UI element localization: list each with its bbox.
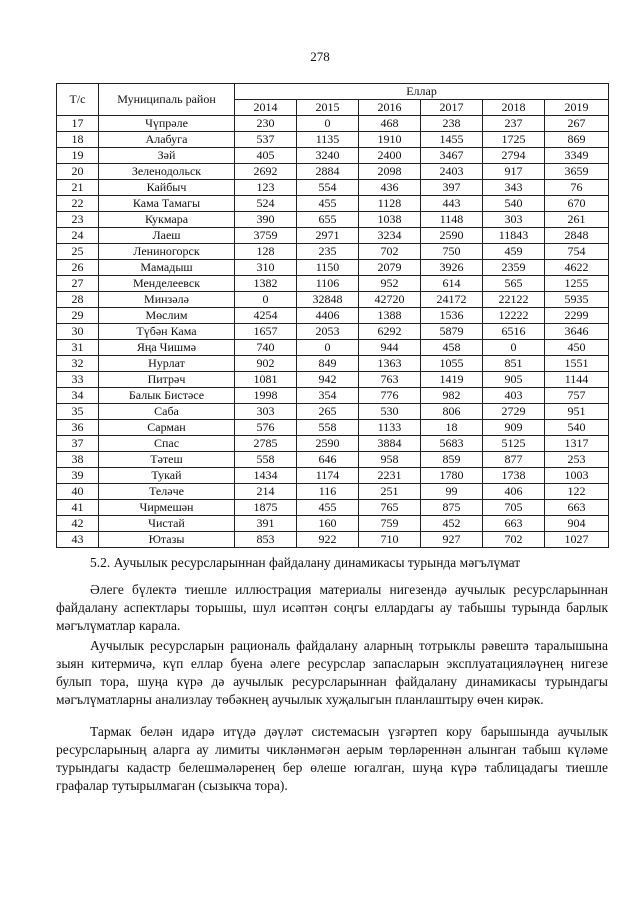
value-cell: 1135: [297, 132, 359, 148]
value-cell: 1551: [545, 356, 609, 372]
row-number-cell: 26: [57, 260, 99, 276]
value-cell: 251: [359, 484, 421, 500]
table-row: [57, 308, 609, 324]
value-cell: 3234: [359, 228, 421, 244]
row-number-cell: 35: [57, 404, 99, 420]
table-row: [57, 404, 609, 420]
value-cell: 214: [235, 484, 297, 500]
value-cell: 1317: [545, 436, 609, 452]
value-cell: 2692: [235, 164, 297, 180]
table-row: [57, 116, 609, 132]
value-cell: 160: [297, 516, 359, 532]
district-name-cell: Тәтеш: [99, 452, 235, 468]
value-cell: 0: [297, 340, 359, 356]
value-cell: 403: [483, 388, 545, 404]
value-cell: 851: [483, 356, 545, 372]
value-cell: 1363: [359, 356, 421, 372]
value-cell: 663: [483, 516, 545, 532]
district-name-cell: Ютазы: [99, 532, 235, 548]
district-name-cell: Теләче: [99, 484, 235, 500]
row-number-cell: 32: [57, 356, 99, 372]
district-name-cell: Яңа Чишмә: [99, 340, 235, 356]
table-row: [57, 132, 609, 148]
value-cell: 875: [421, 500, 483, 516]
value-cell: 261: [545, 212, 609, 228]
value-cell: 2359: [483, 260, 545, 276]
value-cell: 1738: [483, 468, 545, 484]
row-number-cell: 43: [57, 532, 99, 548]
value-cell: 2884: [297, 164, 359, 180]
value-cell: 2299: [545, 308, 609, 324]
district-name-cell: Тукай: [99, 468, 235, 484]
value-cell: 554: [297, 180, 359, 196]
value-cell: 849: [297, 356, 359, 372]
value-cell: 1382: [235, 276, 297, 292]
value-cell: 2794: [483, 148, 545, 164]
district-name-cell: Алабуга: [99, 132, 235, 148]
value-cell: 235: [297, 244, 359, 260]
value-cell: 1144: [545, 372, 609, 388]
paragraph-2: Аучылык ресурсларын рациональ файдалану аларның тотрыклы рәвештә таралышына зыян китермичә, күп еллар буена әлеге ресурслар запасларын эксплуатацияләүнең нигезе булып тора, шуңа күрә дә аучылык ресурсларыннан файдалану динамикасы турындагы мәгълүматларны анализлау төбәкнең аучылык хуҗалыгын планлаштыру өчен кирәк.: [56, 638, 608, 707]
table-row: [57, 212, 609, 228]
value-cell: 455: [297, 500, 359, 516]
header-year: 2018: [483, 100, 545, 116]
table-row: [57, 356, 609, 372]
value-cell: 238: [421, 116, 483, 132]
district-name-cell: Түбән Кама: [99, 324, 235, 340]
table-row: [57, 516, 609, 532]
value-cell: 3659: [545, 164, 609, 180]
value-cell: 265: [297, 404, 359, 420]
value-cell: 3240: [297, 148, 359, 164]
value-cell: 450: [545, 340, 609, 356]
value-cell: 4406: [297, 308, 359, 324]
value-cell: 3759: [235, 228, 297, 244]
value-cell: 763: [359, 372, 421, 388]
value-cell: 3884: [359, 436, 421, 452]
value-cell: 1003: [545, 468, 609, 484]
value-cell: 443: [421, 196, 483, 212]
table-body: [57, 116, 609, 548]
table-row: [57, 468, 609, 484]
table-row: [57, 436, 609, 452]
value-cell: 2590: [421, 228, 483, 244]
value-cell: 759: [359, 516, 421, 532]
row-number-cell: 37: [57, 436, 99, 452]
value-cell: 1455: [421, 132, 483, 148]
value-cell: 354: [297, 388, 359, 404]
district-name-cell: Зәй: [99, 148, 235, 164]
value-cell: 390: [235, 212, 297, 228]
value-cell: 42720: [359, 292, 421, 308]
value-cell: 565: [483, 276, 545, 292]
value-cell: 614: [421, 276, 483, 292]
value-cell: 122: [545, 484, 609, 500]
value-cell: 303: [235, 404, 297, 420]
row-number-cell: 21: [57, 180, 99, 196]
value-cell: 406: [483, 484, 545, 500]
paragraph-1: Әлеге бүлектә тиешле иллюстрация материалы нигезендә аучылык ресурсларыннан файдалану аспектлары торышы, шул исәптән соңгы еллардагы ау табышы турында барлык мәгълүматлар карала.: [56, 582, 608, 633]
value-cell: 2079: [359, 260, 421, 276]
value-cell: 663: [545, 500, 609, 516]
value-cell: 2403: [421, 164, 483, 180]
value-cell: 757: [545, 388, 609, 404]
value-cell: 230: [235, 116, 297, 132]
value-cell: 24172: [421, 292, 483, 308]
value-cell: 2590: [297, 436, 359, 452]
value-cell: 1133: [359, 420, 421, 436]
value-cell: 0: [297, 116, 359, 132]
district-name-cell: Нурлат: [99, 356, 235, 372]
value-cell: 859: [421, 452, 483, 468]
table-row: [57, 532, 609, 548]
value-cell: 702: [483, 532, 545, 548]
district-name-cell: Мамадыш: [99, 260, 235, 276]
header-year: 2014: [235, 100, 297, 116]
page-number: 278: [310, 49, 330, 64]
table-row: [57, 388, 609, 404]
district-name-cell: Чүпрәле: [99, 116, 235, 132]
row-number-cell: 33: [57, 372, 99, 388]
table-row: [57, 228, 609, 244]
value-cell: 2785: [235, 436, 297, 452]
table-row: [57, 148, 609, 164]
header-district: Муниципаль район: [99, 84, 235, 116]
value-cell: 128: [235, 244, 297, 260]
value-cell: 905: [483, 372, 545, 388]
value-cell: 902: [235, 356, 297, 372]
table-row: [57, 196, 609, 212]
table-row: [57, 244, 609, 260]
table-row: [57, 484, 609, 500]
value-cell: 702: [359, 244, 421, 260]
table-row: [57, 340, 609, 356]
value-cell: 558: [297, 420, 359, 436]
table-row: [57, 292, 609, 308]
value-cell: 1255: [545, 276, 609, 292]
value-cell: 558: [235, 452, 297, 468]
value-cell: 22122: [483, 292, 545, 308]
row-number-cell: 17: [57, 116, 99, 132]
value-cell: 5125: [483, 436, 545, 452]
header-number: Т/с: [57, 84, 99, 116]
value-cell: 3926: [421, 260, 483, 276]
value-cell: 76: [545, 180, 609, 196]
value-cell: 1038: [359, 212, 421, 228]
paragraph-3: Тармак белән идарә итүдә дәүләт системасын үзгәртеп кору барышында аучылык ресурсларының аларга ау лимиты чикләнмәгән аерым төрләреннән алынган табыш күләме турындагы кадастр белешмәләренең бер өлеше югалган, шуңа күрә таблицадагы тиешле графалар тутырылмаган (сызыкча тора).: [56, 724, 608, 793]
row-number-cell: 39: [57, 468, 99, 484]
value-cell: 405: [235, 148, 297, 164]
district-name-cell: Кама Тамагы: [99, 196, 235, 212]
value-cell: 2231: [359, 468, 421, 484]
value-cell: 18: [421, 420, 483, 436]
value-cell: 1106: [297, 276, 359, 292]
value-cell: 6516: [483, 324, 545, 340]
value-cell: 5935: [545, 292, 609, 308]
value-cell: 1419: [421, 372, 483, 388]
value-cell: 2971: [297, 228, 359, 244]
value-cell: 909: [483, 420, 545, 436]
row-number-cell: 20: [57, 164, 99, 180]
table-row: [57, 260, 609, 276]
row-number-cell: 30: [57, 324, 99, 340]
row-number-cell: 34: [57, 388, 99, 404]
value-cell: 1434: [235, 468, 297, 484]
value-cell: 2053: [297, 324, 359, 340]
value-cell: 877: [483, 452, 545, 468]
value-cell: 754: [545, 244, 609, 260]
row-number-cell: 27: [57, 276, 99, 292]
value-cell: 397: [421, 180, 483, 196]
row-number-cell: 28: [57, 292, 99, 308]
value-cell: 927: [421, 532, 483, 548]
table-row: [57, 180, 609, 196]
header-years-group: Еллар: [235, 84, 609, 100]
value-cell: 540: [545, 420, 609, 436]
value-cell: 1128: [359, 196, 421, 212]
value-cell: 455: [297, 196, 359, 212]
value-cell: 1780: [421, 468, 483, 484]
value-cell: 2098: [359, 164, 421, 180]
value-cell: 468: [359, 116, 421, 132]
value-cell: 740: [235, 340, 297, 356]
hunting-resources-table: [56, 83, 609, 548]
row-number-cell: 42: [57, 516, 99, 532]
district-name-cell: Спас: [99, 436, 235, 452]
value-cell: 303: [483, 212, 545, 228]
value-cell: 436: [359, 180, 421, 196]
district-name-cell: Менделеевск: [99, 276, 235, 292]
value-cell: 123: [235, 180, 297, 196]
row-number-cell: 23: [57, 212, 99, 228]
value-cell: 1657: [235, 324, 297, 340]
row-number-cell: 41: [57, 500, 99, 516]
value-cell: 524: [235, 196, 297, 212]
value-cell: 710: [359, 532, 421, 548]
value-cell: 1055: [421, 356, 483, 372]
value-cell: 1998: [235, 388, 297, 404]
value-cell: 942: [297, 372, 359, 388]
value-cell: 0: [483, 340, 545, 356]
value-cell: 0: [235, 292, 297, 308]
value-cell: 530: [359, 404, 421, 420]
value-cell: 750: [421, 244, 483, 260]
value-cell: 1536: [421, 308, 483, 324]
value-cell: 4254: [235, 308, 297, 324]
value-cell: 459: [483, 244, 545, 260]
value-cell: 1388: [359, 308, 421, 324]
value-cell: 982: [421, 388, 483, 404]
value-cell: 869: [545, 132, 609, 148]
value-cell: 1174: [297, 468, 359, 484]
value-cell: 2848: [545, 228, 609, 244]
value-cell: 391: [235, 516, 297, 532]
row-number-cell: 38: [57, 452, 99, 468]
district-name-cell: Минзәлә: [99, 292, 235, 308]
value-cell: 3646: [545, 324, 609, 340]
value-cell: 776: [359, 388, 421, 404]
value-cell: 576: [235, 420, 297, 436]
value-cell: 853: [235, 532, 297, 548]
district-name-cell: Зеленодольск: [99, 164, 235, 180]
value-cell: 5683: [421, 436, 483, 452]
district-name-cell: Чирмешән: [99, 500, 235, 516]
table-row: [57, 452, 609, 468]
district-name-cell: Мөслим: [99, 308, 235, 324]
row-number-cell: 22: [57, 196, 99, 212]
value-cell: 12222: [483, 308, 545, 324]
value-cell: 452: [421, 516, 483, 532]
value-cell: 540: [483, 196, 545, 212]
value-cell: 1725: [483, 132, 545, 148]
value-cell: 705: [483, 500, 545, 516]
value-cell: 310: [235, 260, 297, 276]
district-name-cell: Саба: [99, 404, 235, 420]
value-cell: 1148: [421, 212, 483, 228]
value-cell: 1027: [545, 532, 609, 548]
value-cell: 1081: [235, 372, 297, 388]
header-year: 2016: [359, 100, 421, 116]
value-cell: 1875: [235, 500, 297, 516]
value-cell: 253: [545, 452, 609, 468]
value-cell: 5879: [421, 324, 483, 340]
value-cell: 655: [297, 212, 359, 228]
row-number-cell: 18: [57, 132, 99, 148]
row-number-cell: 31: [57, 340, 99, 356]
value-cell: 2729: [483, 404, 545, 420]
value-cell: 944: [359, 340, 421, 356]
value-cell: 116: [297, 484, 359, 500]
district-name-cell: Балык Бистәсе: [99, 388, 235, 404]
value-cell: 267: [545, 116, 609, 132]
row-number-cell: 40: [57, 484, 99, 500]
section-title: 5.2. Аучылык ресурсларыннан файдалану динамикасы турында мәгълүмат: [90, 555, 521, 570]
district-name-cell: Сарман: [99, 420, 235, 436]
value-cell: 343: [483, 180, 545, 196]
row-number-cell: 24: [57, 228, 99, 244]
header-year: 2019: [545, 100, 609, 116]
value-cell: 3467: [421, 148, 483, 164]
table-row: [57, 500, 609, 516]
header-year: 2017: [421, 100, 483, 116]
district-name-cell: Питрәч: [99, 372, 235, 388]
value-cell: 237: [483, 116, 545, 132]
row-number-cell: 19: [57, 148, 99, 164]
district-name-cell: Лениногорск: [99, 244, 235, 260]
header-year: 2015: [297, 100, 359, 116]
row-number-cell: 29: [57, 308, 99, 324]
district-name-cell: Лаеш: [99, 228, 235, 244]
value-cell: 917: [483, 164, 545, 180]
district-name-cell: Кукмара: [99, 212, 235, 228]
table-row: [57, 324, 609, 340]
value-cell: 952: [359, 276, 421, 292]
table-row: [57, 420, 609, 436]
value-cell: 537: [235, 132, 297, 148]
value-cell: 646: [297, 452, 359, 468]
district-name-cell: Чистай: [99, 516, 235, 532]
value-cell: 6292: [359, 324, 421, 340]
table-row: [57, 276, 609, 292]
district-name-cell: Кайбыч: [99, 180, 235, 196]
value-cell: 765: [359, 500, 421, 516]
value-cell: 11843: [483, 228, 545, 244]
value-cell: 904: [545, 516, 609, 532]
table-row: [57, 164, 609, 180]
value-cell: 1910: [359, 132, 421, 148]
value-cell: 3349: [545, 148, 609, 164]
value-cell: 32848: [297, 292, 359, 308]
value-cell: 1150: [297, 260, 359, 276]
value-cell: 458: [421, 340, 483, 356]
value-cell: 2400: [359, 148, 421, 164]
value-cell: 99: [421, 484, 483, 500]
row-number-cell: 36: [57, 420, 99, 436]
value-cell: 4622: [545, 260, 609, 276]
value-cell: 958: [359, 452, 421, 468]
value-cell: 670: [545, 196, 609, 212]
value-cell: 951: [545, 404, 609, 420]
table-row: [57, 372, 609, 388]
value-cell: 922: [297, 532, 359, 548]
row-number-cell: 25: [57, 244, 99, 260]
value-cell: 806: [421, 404, 483, 420]
